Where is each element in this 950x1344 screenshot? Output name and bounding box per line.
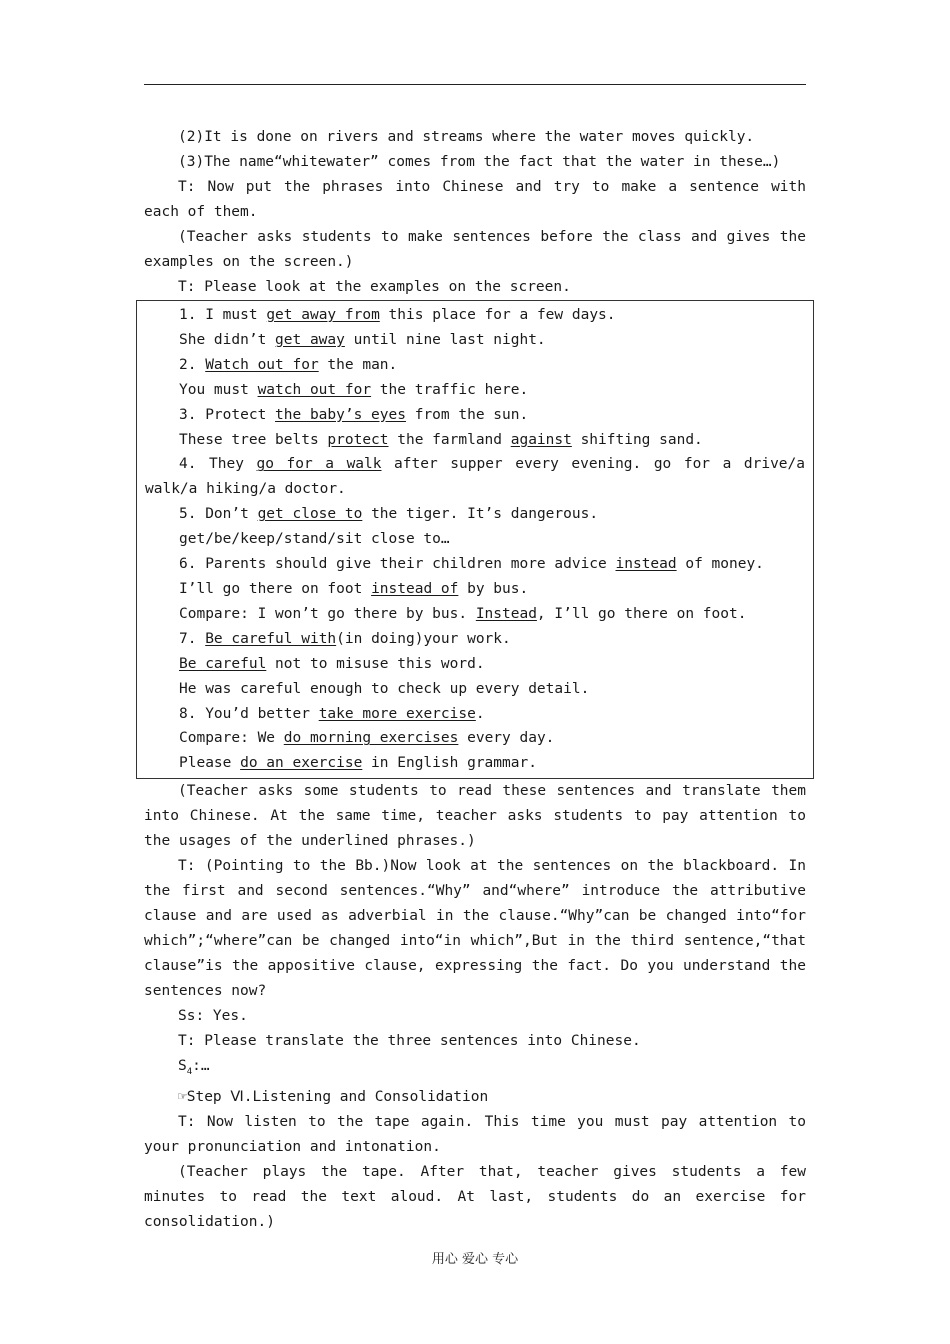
speaker-text: :… — [192, 1058, 210, 1075]
underlined-phrase: get away from — [266, 307, 380, 323]
paragraph: (2)It is done on rivers and streams where the water moves quickly. — [178, 129, 755, 145]
example-text: Please — [179, 755, 241, 772]
underlined-phrase: do an exercise — [240, 755, 363, 772]
example-text: . — [475, 705, 485, 722]
underlined-phrase: take more exercise — [318, 705, 476, 722]
underlined-phrase: Be careful with — [205, 630, 337, 647]
underlined-phrase: Instead — [475, 605, 537, 622]
example-line — [145, 303, 805, 328]
speaker-label: S — [178, 1058, 187, 1075]
example-text: after supper every evening. go for a drive/a walk/a hiking/a doctor. — [145, 456, 805, 498]
examples-box — [136, 300, 814, 779]
example-text: not to misuse this word. — [266, 655, 485, 672]
paragraph: T: Please translate the three sentences into Chinese. — [178, 1033, 641, 1050]
example-line — [145, 677, 805, 702]
example-text: 5. Don’t — [179, 506, 258, 523]
example-text: , I’ll go there on foot. — [536, 605, 747, 622]
example-line — [145, 577, 805, 602]
example-text: every day. — [458, 730, 555, 747]
example-text: the tiger. It’s dangerous. — [362, 506, 599, 523]
top-paragraphs — [144, 125, 806, 300]
example-line — [145, 726, 805, 751]
example-line — [145, 328, 805, 353]
example-text: from the sun. — [405, 406, 529, 423]
example-line — [145, 627, 805, 652]
example-text: of money. — [676, 556, 764, 573]
example-line — [145, 702, 805, 727]
example-line — [145, 502, 805, 527]
example-text: 6. Parents should give their children more advice — [179, 556, 616, 573]
example-line — [145, 552, 805, 577]
example-text: (in doing)your work. — [336, 630, 511, 647]
page-body — [144, 125, 806, 1235]
bottom-paragraphs — [144, 779, 806, 1235]
example-line — [145, 353, 805, 378]
paragraph: (3)The name“whitewater” comes from the fact that the water in these…) — [178, 154, 781, 170]
footer: 用心 爱心 专心 — [431, 1252, 519, 1267]
speaker-subscript: 4 — [186, 1067, 193, 1078]
example-text: until nine last night. — [344, 331, 546, 348]
example-text: Compare: I won’t go there by bus. — [179, 605, 476, 622]
paragraph: Ss: Yes. — [178, 1008, 248, 1025]
paragraph: (Teacher plays the tape. After that, teacher gives students a few minutes to read the text aloud. At last, students do an exercise for consolidation.) — [144, 1164, 806, 1231]
underlined-phrase: do morning exercises — [283, 730, 459, 747]
example-text: 8. You’d better — [179, 705, 319, 722]
paragraph: (Teacher asks some students to read these sentences and translate them into Chinese. At the same time, teacher asks students to pay attention to the usages of the underlined phrases.) — [144, 783, 806, 850]
underlined-phrase: Be careful — [179, 655, 267, 672]
header-rule — [144, 84, 806, 85]
underlined-phrase: Watch out for — [205, 356, 319, 373]
step-heading: ☞Step Ⅵ.Listening and Consolidation — [178, 1089, 489, 1106]
underlined-phrase: against — [510, 431, 572, 448]
example-line — [145, 378, 805, 403]
paragraph: T: Please look at the examples on the screen. — [178, 279, 571, 295]
example-text: shifting sand. — [571, 431, 703, 448]
paragraph: T: (Pointing to the Bb.)Now look at the sentences on the blackboard. In the first and second sentences.“Why” and“where” introduce the attributive clause and are used as adverbial in the clause.“Why”can be changed into“for which”;“where”can be changed into“in which”,But in the third sentence,“that clause”is the appositive clause, expressing the fact. Do you understand the sentences now? — [144, 858, 806, 1000]
example-line — [145, 452, 805, 502]
example-text: These tree belts — [179, 431, 328, 448]
example-line — [145, 428, 805, 453]
example-line — [145, 751, 805, 776]
example-line — [145, 527, 805, 552]
example-text: I’ll go there on foot — [179, 580, 372, 597]
example-text: He was careful enough to check up every detail. — [179, 680, 590, 697]
example-text: the farmland — [388, 431, 511, 448]
example-text: 1. I must — [179, 307, 267, 323]
underlined-phrase: the baby’s eyes — [275, 406, 406, 423]
paragraph: (Teacher asks students to make sentences before the class and gives the examples on the screen.) — [144, 229, 806, 270]
underlined-phrase: get away — [275, 331, 345, 348]
example-text: get/be/keep/stand/sit close to… — [179, 531, 450, 548]
student-4-response — [144, 1054, 806, 1085]
example-line — [145, 602, 805, 627]
paragraph: T: Now listen to the tape again. This time you must pay attention to your pronunciation and intonation. — [144, 1114, 806, 1156]
example-text: 2. — [179, 356, 206, 373]
example-text: 7. — [179, 630, 206, 647]
example-text: this place for a few days. — [379, 307, 616, 323]
example-text: You must — [179, 381, 258, 398]
underlined-phrase: protect — [327, 431, 389, 448]
example-text: the traffic here. — [371, 381, 529, 398]
example-line — [145, 652, 805, 677]
underlined-phrase: watch out for — [257, 381, 372, 398]
underlined-phrase: instead of — [371, 580, 459, 597]
example-text: the man. — [318, 356, 398, 373]
underlined-phrase: instead — [615, 556, 677, 573]
example-text: 3. Protect — [179, 406, 276, 423]
example-text: 4. They — [179, 456, 257, 473]
example-text: She didn’t — [179, 331, 276, 348]
example-text: by bus. — [458, 580, 529, 597]
example-line — [145, 403, 805, 428]
underlined-phrase: go for a walk — [256, 456, 382, 473]
underlined-phrase: get close to — [257, 506, 363, 523]
example-text: Compare: We — [179, 730, 284, 747]
example-text: in English grammar. — [362, 755, 537, 772]
paragraph: T: Now put the phrases into Chinese and try to make a sentence with each of them. — [144, 179, 806, 220]
